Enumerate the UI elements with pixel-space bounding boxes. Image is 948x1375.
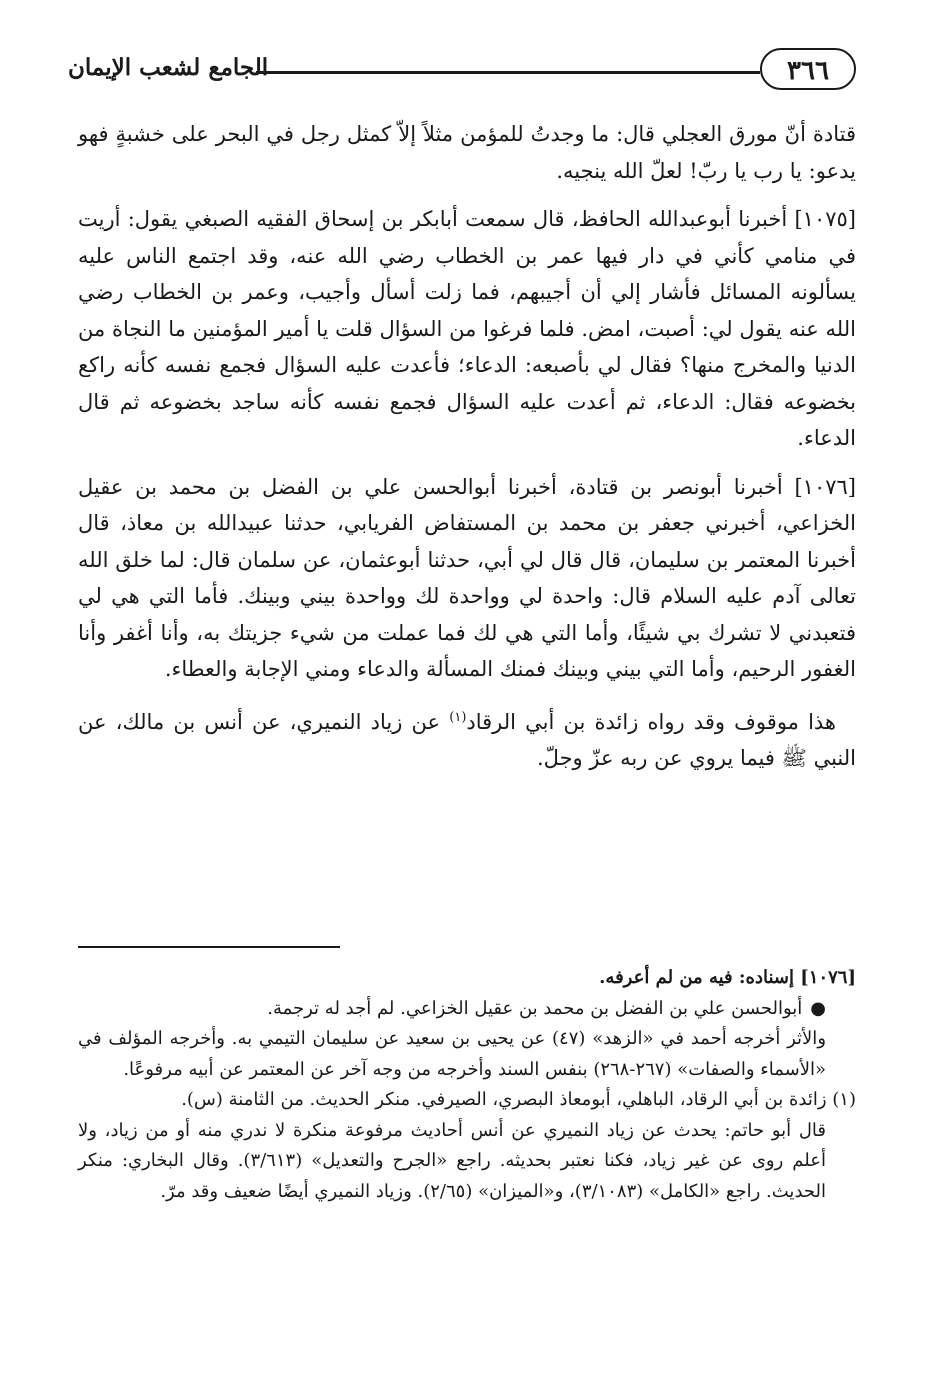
footnote-1-body: قال أبو حاتم: يحدث عن زياد النميري عن أنس أحاديث مرفوعة منكرة لا ندري منه أو من زياد، ولا أعلم روى عن غير زياد، فكنا نعتبر بحديثه. راجع «الجرح والتعديل» (٣/٦١٣). وقال البخاري: منكر الحديث. راجع «الكامل» (٣/١٠٨٣)، و«الميزان» (٢/٦٥). وزياد النميري أيضًا ضعيف وقد مرّ. (78, 1119, 826, 1202)
hadith-text-1076: أخبرنا أبونصر بن قتادة، أخبرنا أبوالحسن علي بن الفضل بن محمد بن عقيل الخزاعي، أخبرني جعفر بن محمد بن المستفاض الفريابي، حدثنا عبيدالله بن معاذ، قال أخبرنا المعتمر بن سليمان، قال قال لي أبي، حدثنا أبوعثمان، عن سلمان قال: لما خلق الله تعالى آدم عليه السلام قال: واحدة لي وواحدة لك وواحدة بيني وبينك. فأما التي هي لي فتعبدني لا تشرك بي شيئًا، وأما التي هي لك فما عملت من شيء جزيتك به، وأنا أغفر وأنا الغفور الرحيم، وأما التي بيني وبينك فمنك المسألة والدعاء ومني الإجابة والعطاء. (78, 474, 856, 681)
bullet-icon: ● (810, 997, 826, 1019)
hadith-number-1075: [١٠٧٥] (794, 207, 856, 231)
footnote-1076-title: [١٠٧٦] إسناده: فيه من لم أعرفه. (599, 967, 856, 988)
footnote-1076-takhrij: والأثر أخرجه أحمد في «الزهد» (٤٧) عن يحيى بن سعيد عن سليمان التيمي به. وأخرجه المؤلف في «الأسماء والصفات» (٢٦٧-٢٦٨) بنفس السند وأخرجه من وجه آخر عن المعتمر عن أبيه مرفوعًا. (78, 1028, 827, 1080)
hadith-number-1076: [١٠٧٦] (794, 474, 856, 499)
paragraph-closing (78, 700, 856, 777)
closing-text-b: عن زياد النميري، عن أنس بن مالك، عن النبي ﷺ فيما يروي عن ربه عزّ وجلّ. (78, 709, 856, 770)
page-header (60, 44, 856, 96)
footnotes (78, 963, 856, 1207)
page-number: ٣٦٦ (760, 48, 856, 90)
main-text (78, 116, 856, 789)
hadith-text-1075: أخبرنا أبوعبدالله الحافظ، قال سمعت أبابكر بن إسحاق الفقيه الصبغي يقول: أريت في منامي كأني في دار فيها عمر بن الخطاب رضي الله عنه، وقد اجتمع الناس عليه يسألونه المسائل فأشار إلي أن أجيبهم، فما زلت أسأل وأجيب، وعمر بن الخطاب رضي الله عنه يقول لي: أصبت، امض. فلما فرغوا من السؤال قلت يا أمير المؤمنين ما النجاة من الدنيا والمخرج منها؟ فقال لي بأصبعه: الدعاء؛ فأعدت عليه السؤال فجمع نفسه كأنه راكع بخضوعه فقال: الدعاء، ثم أعدت عليه السؤال فجمع نفسه كأنه ساجد بخضوعه ثم قال الدعاء. (78, 207, 856, 450)
footnote-divider (78, 946, 340, 948)
header-rule (256, 71, 760, 74)
footnote-1076-narrator: أبوالحسن علي بن الفضل بن محمد بن عقيل الخزاعي. لم أجد له ترجمة. (267, 997, 803, 1019)
footnote-1076-bullet-line (78, 994, 856, 1025)
closing-text-a: هذا موقوف وقد رواه زائدة بن أبي الرقاد (466, 709, 837, 734)
hadith-1075 (78, 201, 856, 457)
footnote-1-heading: (١) زائدة بن أبي الرقاد، الباهلي، أبومعاذ البصري، الصيرفي. منكر الحديث. من الثامنة (س). (181, 1089, 856, 1110)
paragraph-intro: قتادة أنّ مورق العجلي قال: ما وجدتُ للمؤمن مثلاً إلاّ كمثل رجل في البحر على خشبةٍ فهو يدعو: يا رب يا ربّ! لعلّ الله ينجيه. (78, 122, 856, 183)
hadith-1076 (78, 469, 856, 688)
book-title: الجامع لشعب الإيمان (68, 54, 269, 81)
footnote-ref-1[interactable]: (١) (449, 709, 467, 725)
